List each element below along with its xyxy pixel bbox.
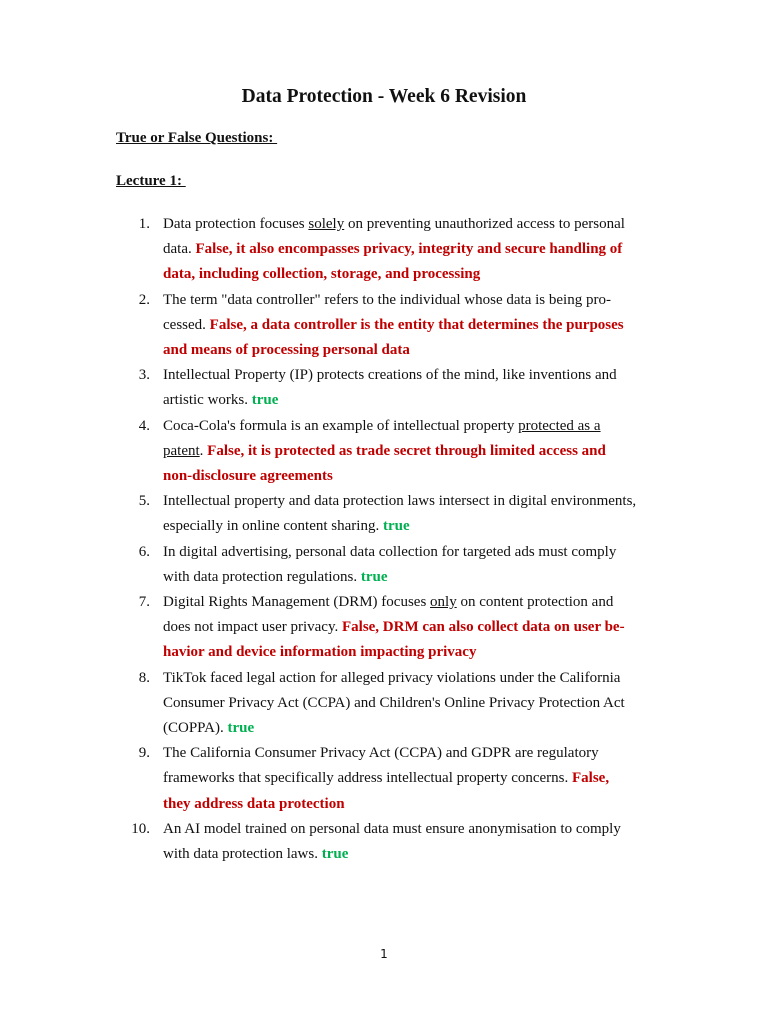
underlined-text: only [430, 594, 457, 611]
question-line [163, 489, 653, 514]
underlined-text: solely [308, 216, 345, 232]
true-answer: true [321, 846, 349, 863]
question-line [163, 212, 653, 237]
question-text: Coca-Cola's formula is an example of intellectual property [163, 417, 519, 434]
question-item [0, 741, 653, 817]
question-line [163, 615, 653, 640]
question-line [163, 640, 653, 665]
question-line [163, 514, 653, 539]
question-line [163, 842, 653, 867]
false-answer: they address data protection [163, 795, 345, 812]
false-answer: data, including collection, storage, and processing [163, 266, 481, 283]
question-item [0, 590, 653, 666]
question-number: 7. [138, 594, 150, 611]
question-item [0, 288, 653, 364]
false-answer: False, [572, 770, 610, 787]
question-line [163, 666, 653, 691]
question-line [163, 338, 653, 363]
question-line [163, 363, 653, 388]
question-line [163, 464, 653, 489]
question-list [0, 212, 768, 867]
question-line [163, 288, 653, 313]
question-line [163, 540, 653, 565]
question-text: data. [163, 241, 196, 258]
question-number: 8. [138, 669, 150, 686]
section-heading: True or False Questions: [116, 130, 278, 146]
question-item [0, 414, 653, 490]
underlined-text: patent [163, 442, 200, 459]
false-answer: havior and device information impacting privacy [163, 644, 477, 661]
question-line [163, 237, 653, 262]
question-line [163, 414, 653, 439]
true-answer: true [360, 568, 388, 585]
lecture-heading: Lecture 1: [116, 173, 186, 189]
question-text: (COPPA). [163, 720, 228, 737]
question-number: 1. [138, 216, 150, 232]
question-text: Data protection focuses [163, 216, 309, 232]
question-text: Intellectual Property (IP) protects creations of the mind, like inventions and [163, 367, 617, 384]
false-answer: False, it is protected as trade secret through limited access and [207, 442, 606, 459]
question-item [0, 817, 653, 867]
question-number: 4. [138, 417, 150, 434]
question-line [163, 262, 653, 287]
question-item [0, 489, 653, 539]
true-answer: true [382, 518, 410, 535]
question-line [163, 388, 653, 413]
question-text: artistic works. [163, 392, 252, 409]
question-text: The California Consumer Privacy Act (CCPA) and GDPR are regulatory [163, 745, 599, 762]
question-text: on content protection and [456, 594, 614, 611]
question-line [163, 590, 653, 615]
question-text: with data protection regulations. [163, 568, 361, 585]
true-answer: true [251, 392, 279, 409]
question-number: 5. [138, 493, 150, 510]
question-text: In digital advertising, personal data collection for targeted ads must comply [163, 543, 617, 560]
question-line [163, 716, 653, 741]
question-text: frameworks that specifically address intellectual property concerns. [163, 770, 573, 787]
underlined-text: protected as a [518, 417, 601, 434]
question-text: TikTok faced legal action for alleged privacy violations under the California [163, 669, 621, 686]
page-title: Data Protection - Week 6 Revision [241, 86, 527, 107]
question-line [163, 817, 653, 842]
question-item [0, 363, 653, 413]
question-line [163, 313, 653, 338]
false-answer: non-disclosure agreements [163, 468, 333, 485]
question-item [0, 212, 653, 288]
question-number: 2. [138, 291, 150, 308]
question-text: does not impact user privacy. [163, 619, 342, 636]
question-item [0, 666, 653, 742]
question-line [163, 766, 653, 791]
question-number: 10. [131, 820, 150, 837]
false-answer: False, it also encompasses privacy, integrity and secure handling of [195, 241, 623, 258]
true-answer: true [227, 720, 255, 737]
question-line [163, 792, 653, 817]
question-text: An AI model trained on personal data must ensure anonymisation to comply [163, 820, 621, 837]
question-number: 3. [138, 367, 150, 384]
question-line [163, 565, 653, 590]
page-number: 1 [380, 947, 388, 961]
question-text: The term "data controller" refers to the individual whose data is being pro- [163, 291, 611, 308]
question-number: 9. [138, 745, 150, 762]
question-text: especially in online content sharing. [163, 518, 383, 535]
question-text: Digital Rights Management (DRM) focuses [163, 594, 431, 611]
false-answer: False, a data controller is the entity that determines the purposes [209, 316, 624, 333]
question-text: Consumer Privacy Act (CCPA) and Children's Online Privacy Protection Act [163, 694, 625, 711]
question-text: cessed. [163, 316, 210, 333]
question-line [163, 691, 653, 716]
question-text: . [199, 442, 208, 459]
question-line [163, 439, 653, 464]
question-text: with data protection laws. [163, 846, 322, 863]
question-line [163, 741, 653, 766]
question-text: Intellectual property and data protection laws intersect in digital environments, [163, 493, 637, 510]
false-answer: False, DRM can also collect data on user be- [341, 619, 625, 636]
question-item [0, 540, 653, 590]
question-number: 6. [138, 543, 150, 560]
question-text: on preventing unauthorized access to personal [344, 216, 625, 232]
false-answer: and means of processing personal data [163, 342, 410, 359]
